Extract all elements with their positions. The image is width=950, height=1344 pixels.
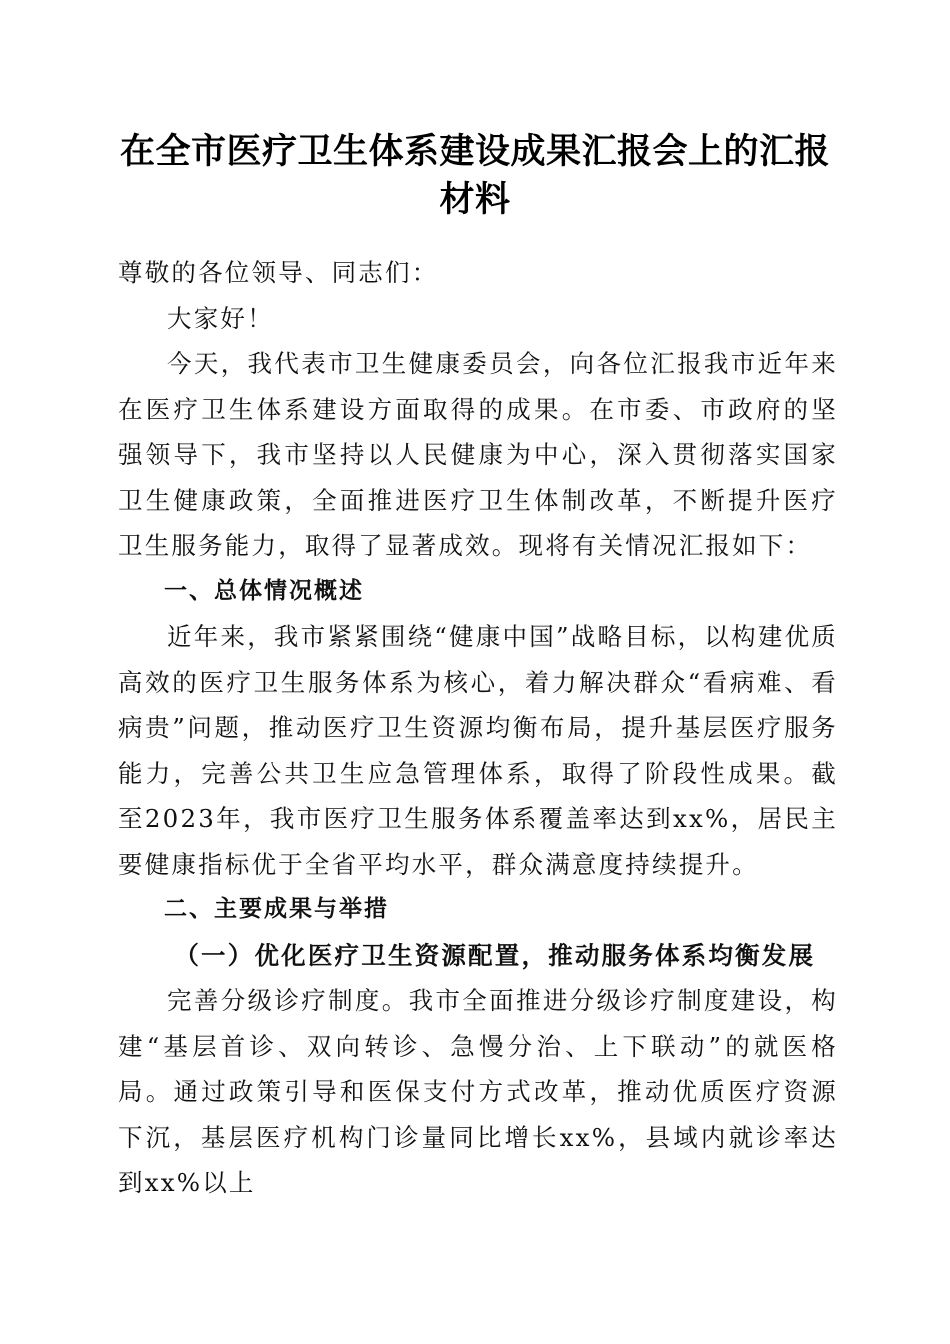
section-1-heading: 一、总体情况概述	[164, 577, 364, 604]
subsection-1-heading: （一）优化医疗卫生资源配置，推动服务体系均衡发展	[174, 940, 816, 970]
intro-paragraph: 今天，我代表市卫生健康委员会，向各位汇报我市近年来在医疗卫生体系建设方面取得的成果。在市委、市政府的坚强领导下，我市坚持以人民健康为中心，深入贯彻落实国家卫生健康政策，全面推进医疗卫生体制改革，不断提升医疗卫生服务能力，取得了显著成效。现将有关情况汇报如下：	[118, 349, 838, 560]
salutation: 尊敬的各位领导、同志们：	[118, 258, 439, 287]
greeting: 大家好！	[167, 303, 274, 333]
document-body	[118, 250, 838, 1206]
section-2-heading: 二、主要成果与举措	[164, 896, 389, 922]
document-title: 在全市医疗卫生体系建设成果汇报会上的汇报材料	[119, 131, 830, 220]
subsection-1-paragraph: 完善分级诊疗制度。我市全面推进分级诊疗制度建设，构建“基层首诊、双向转诊、急慢分治、上下联动”的就医格局。通过政策引导和医保支付方式改革，推动优质医疗资源下沉，基层医疗机构门诊量同比增长xx%，县域内就诊率达到xx%以上	[118, 986, 838, 1197]
section-1-paragraph: 近年来，我市紧紧围绕“健康中国”战略目标，以构建优质高效的医疗卫生服务体系为核心，着力解决群众“看病难、看病贵”问题，推动医疗卫生资源均衡布局，提升基层医疗服务能力，完善公共卫生应急管理体系，取得了阶段性成果。截至2023年，我市医疗卫生服务体系覆盖率达到xx%，居民主要健康指标优于全省平均水平，群众满意度持续提升。	[118, 622, 838, 879]
